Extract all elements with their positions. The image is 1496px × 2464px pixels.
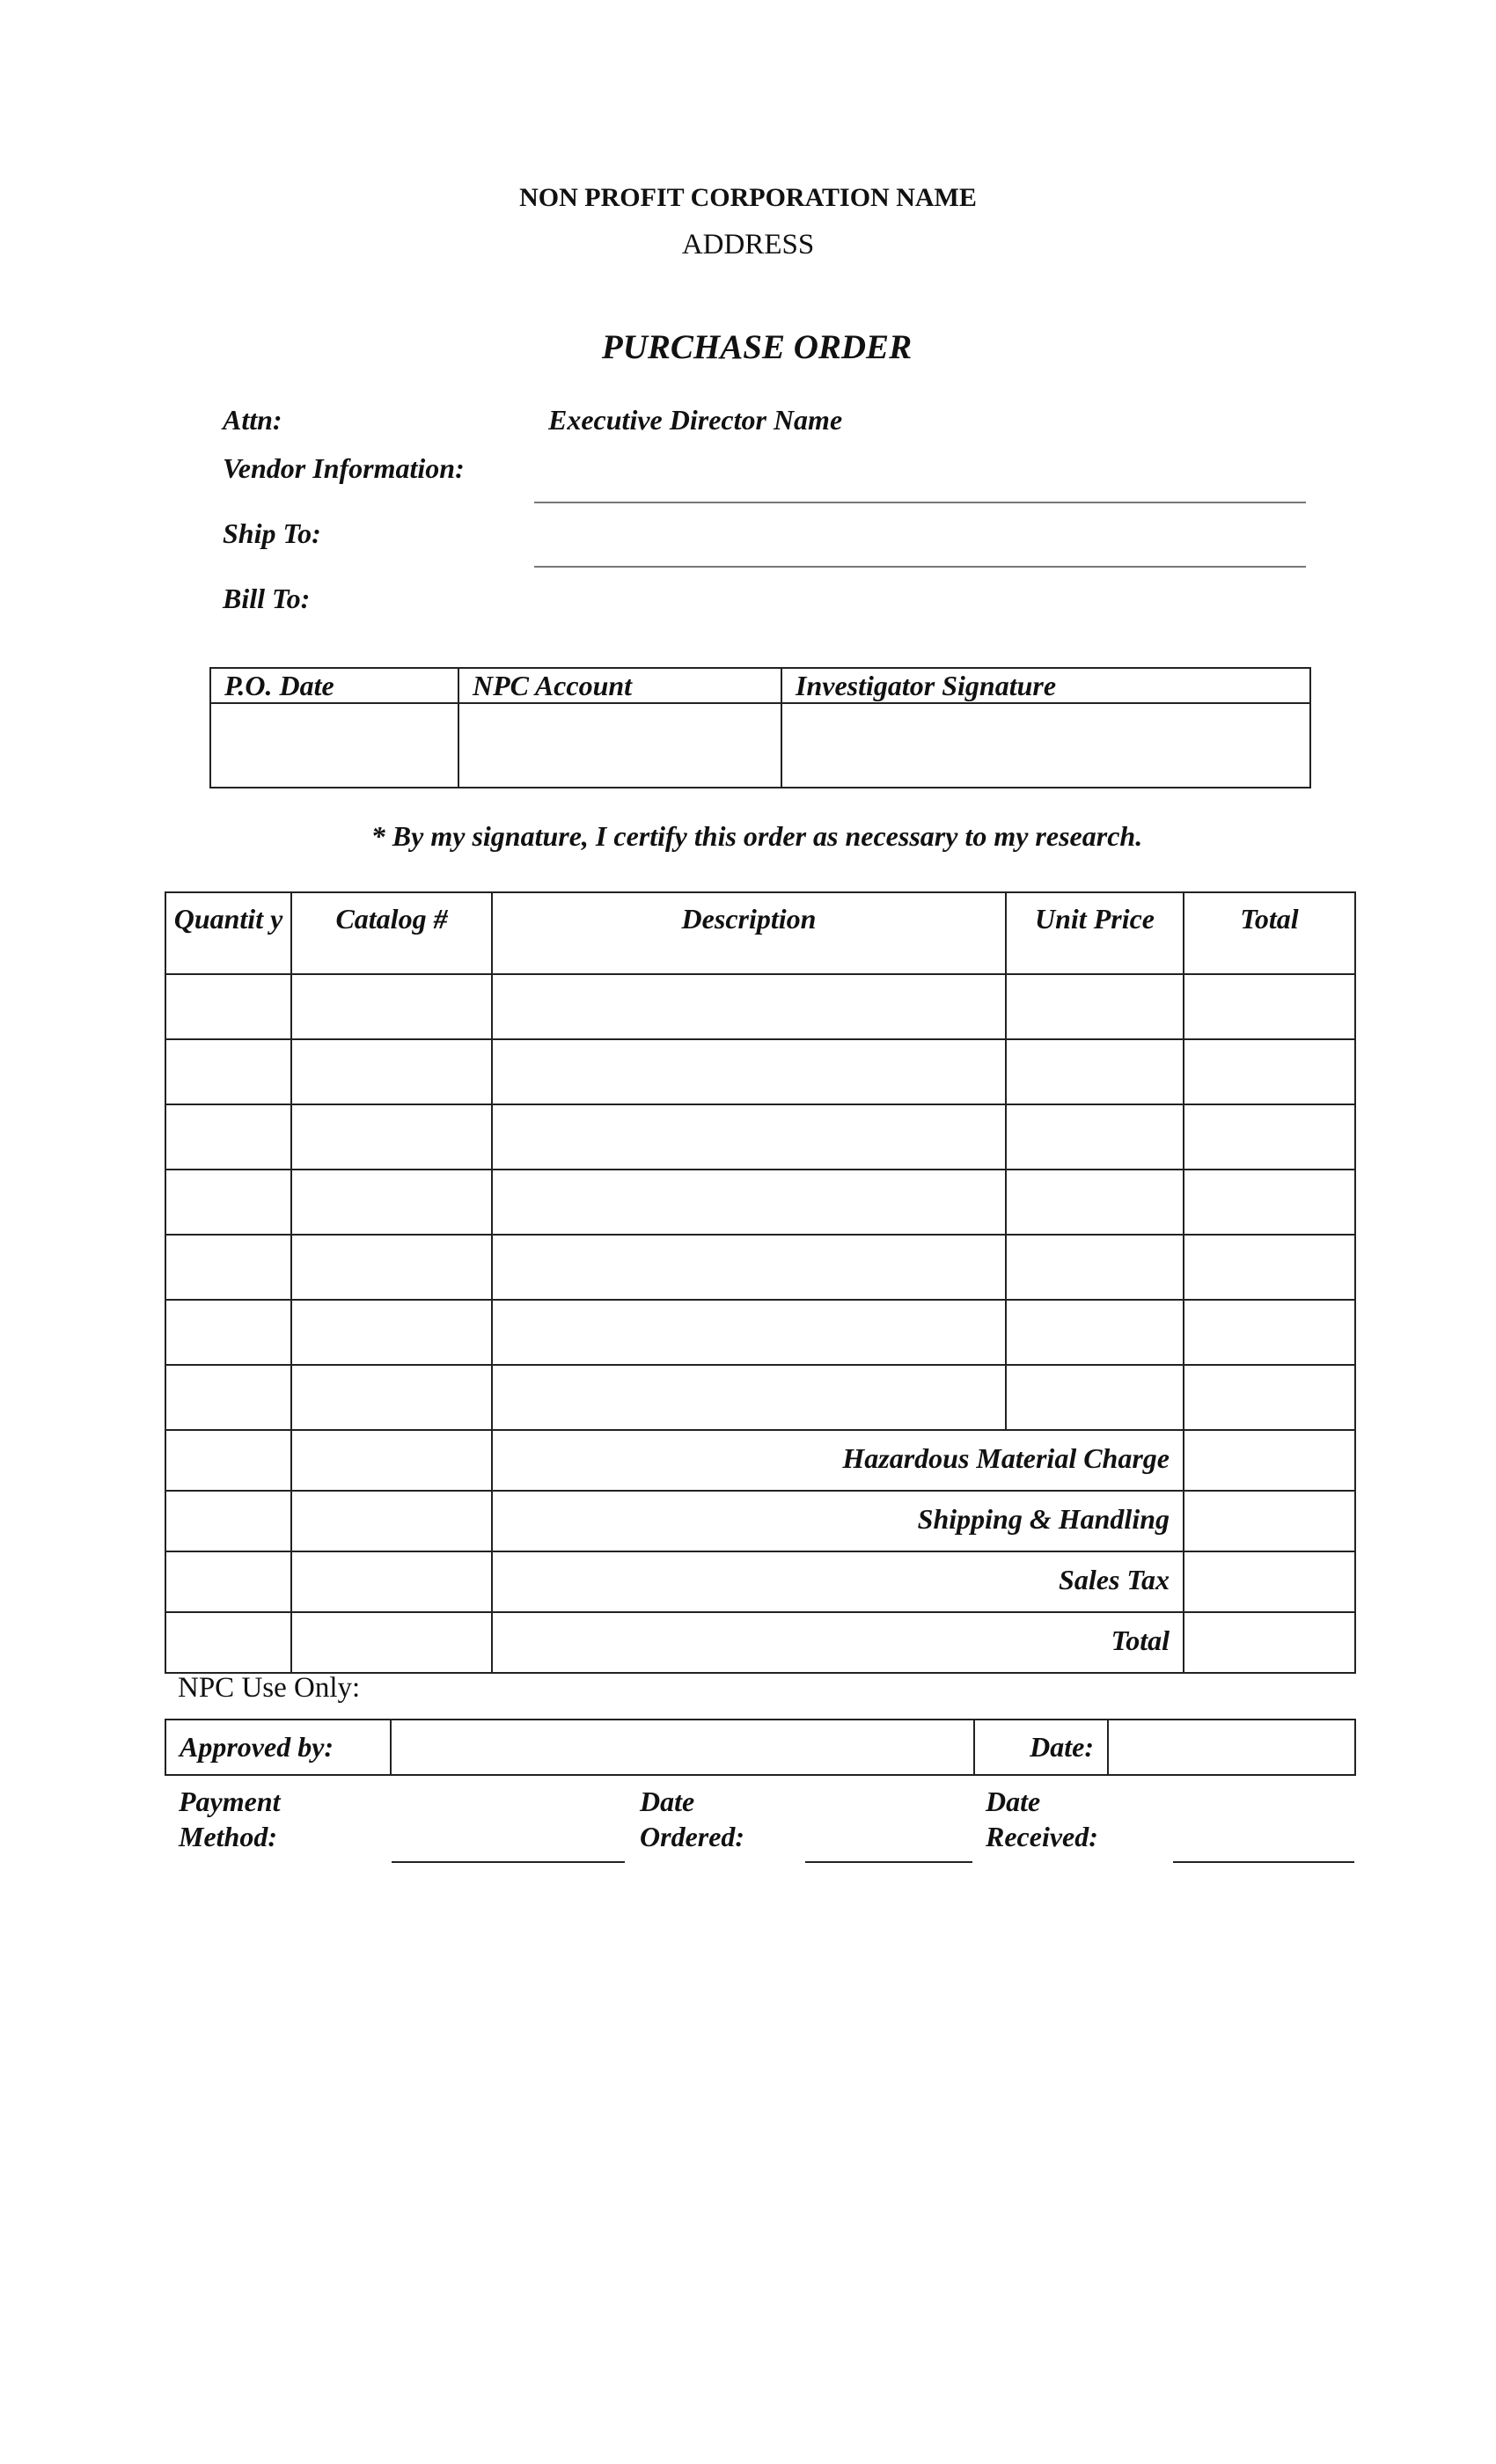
description-cell[interactable] — [492, 1365, 1006, 1430]
grand-total-label: Total — [492, 1612, 1184, 1673]
unit-price-header: Unit Price — [1006, 892, 1184, 974]
organization-address: ADDRESS — [681, 229, 815, 260]
certification-statement: * By my signature, I certify this order as necessary to my research. — [370, 820, 1143, 852]
ship-to-line[interactable] — [534, 566, 1306, 568]
attn-value: Executive Director Name — [548, 404, 843, 436]
catalog-cell[interactable] — [291, 1612, 492, 1673]
ship-to-label: Ship To: — [223, 517, 321, 549]
shipping-handling-label: Shipping & Handling — [492, 1491, 1184, 1551]
quantity-cell[interactable] — [165, 1300, 291, 1365]
document-title: PURCHASE ORDER — [601, 328, 913, 366]
approval-date-field[interactable] — [1108, 1720, 1355, 1775]
total-cell[interactable] — [1184, 1104, 1355, 1170]
sales-tax-cell[interactable] — [1184, 1551, 1355, 1612]
catalog-cell[interactable] — [291, 1170, 492, 1235]
total-cell[interactable] — [1184, 1039, 1355, 1104]
catalog-cell[interactable] — [291, 1430, 492, 1491]
table-row — [165, 1235, 1355, 1300]
po-info-table — [209, 667, 1311, 788]
table-row — [165, 1365, 1355, 1430]
npc-account-cell[interactable] — [458, 703, 781, 788]
quantity-cell[interactable] — [165, 1491, 291, 1551]
quantity-cell[interactable] — [165, 1365, 291, 1430]
unit-price-cell[interactable] — [1006, 1300, 1184, 1365]
sales-tax-label: Sales Tax — [492, 1551, 1184, 1612]
unit-price-cell[interactable] — [1006, 1235, 1184, 1300]
vendor-information-label: Vendor Information: — [223, 452, 465, 484]
investigator-signature-cell[interactable] — [781, 703, 1310, 788]
quantity-cell[interactable] — [165, 1039, 291, 1104]
quantity-cell[interactable] — [165, 1430, 291, 1491]
quantity-header: Quantit y — [165, 892, 291, 974]
approved-by-label: Approved by: — [165, 1720, 391, 1775]
payment-method-label: Payment Method: — [179, 1786, 281, 1852]
table-row — [165, 1170, 1355, 1235]
hazardous-material-charge-label: Hazardous Material Charge — [492, 1430, 1184, 1491]
vendor-information-line[interactable] — [534, 502, 1306, 503]
description-cell[interactable] — [492, 1300, 1006, 1365]
investigator-signature-header: Investigator Signature — [781, 668, 1310, 703]
catalog-cell[interactable] — [291, 974, 492, 1039]
unit-price-cell[interactable] — [1006, 1039, 1184, 1104]
po-date-cell[interactable] — [210, 703, 458, 788]
npc-account-header: NPC Account — [458, 668, 781, 703]
summary-row-hazardous — [165, 1430, 1355, 1491]
total-cell[interactable] — [1184, 1170, 1355, 1235]
summary-row-total — [165, 1612, 1355, 1673]
catalog-cell[interactable] — [291, 1491, 492, 1551]
total-cell[interactable] — [1184, 1235, 1355, 1300]
date-received-label: Date Received: — [986, 1786, 1098, 1852]
date-ordered-line[interactable] — [805, 1861, 972, 1863]
unit-price-cell[interactable] — [1006, 1365, 1184, 1430]
shipping-handling-cell[interactable] — [1184, 1491, 1355, 1551]
unit-price-cell[interactable] — [1006, 1170, 1184, 1235]
catalog-cell[interactable] — [291, 1365, 492, 1430]
unit-price-cell[interactable] — [1006, 974, 1184, 1039]
description-cell[interactable] — [492, 1104, 1006, 1170]
quantity-cell[interactable] — [165, 1104, 291, 1170]
description-cell[interactable] — [492, 1235, 1006, 1300]
table-row — [165, 1039, 1355, 1104]
catalog-cell[interactable] — [291, 1235, 492, 1300]
description-cell[interactable] — [492, 1039, 1006, 1104]
date-ordered-label: Date Ordered: — [640, 1786, 745, 1852]
catalog-header: Catalog # — [291, 892, 492, 974]
catalog-cell[interactable] — [291, 1039, 492, 1104]
attn-label: Attn: — [223, 404, 282, 436]
description-cell[interactable] — [492, 1170, 1006, 1235]
date-received-line[interactable] — [1173, 1861, 1354, 1863]
quantity-cell[interactable] — [165, 1170, 291, 1235]
approval-table — [165, 1719, 1356, 1776]
quantity-cell[interactable] — [165, 1612, 291, 1673]
catalog-cell[interactable] — [291, 1551, 492, 1612]
hazardous-material-charge-cell[interactable] — [1184, 1430, 1355, 1491]
total-cell[interactable] — [1184, 1300, 1355, 1365]
table-row — [165, 1104, 1355, 1170]
total-header: Total — [1184, 892, 1355, 974]
quantity-cell[interactable] — [165, 1235, 291, 1300]
organization-name: NON PROFIT CORPORATION NAME — [519, 183, 977, 212]
po-date-header: P.O. Date — [210, 668, 458, 703]
unit-price-cell[interactable] — [1006, 1104, 1184, 1170]
npc-use-only-label: NPC Use Only: — [178, 1672, 361, 1704]
quantity-cell[interactable] — [165, 974, 291, 1039]
total-cell[interactable] — [1184, 974, 1355, 1039]
grand-total-cell[interactable] — [1184, 1612, 1355, 1673]
total-cell[interactable] — [1184, 1365, 1355, 1430]
table-row — [165, 1300, 1355, 1365]
quantity-cell[interactable] — [165, 1551, 291, 1612]
items-table — [165, 891, 1356, 1674]
summary-row-shipping — [165, 1491, 1355, 1551]
approval-date-label: Date: — [974, 1720, 1108, 1775]
description-cell[interactable] — [492, 974, 1006, 1039]
table-row — [165, 974, 1355, 1039]
catalog-cell[interactable] — [291, 1104, 492, 1170]
payment-method-line[interactable] — [392, 1861, 625, 1863]
bill-to-label: Bill To: — [223, 583, 311, 614]
catalog-cell[interactable] — [291, 1300, 492, 1365]
approved-by-field[interactable] — [391, 1720, 974, 1775]
summary-row-sales-tax — [165, 1551, 1355, 1612]
description-header: Description — [492, 892, 1006, 974]
